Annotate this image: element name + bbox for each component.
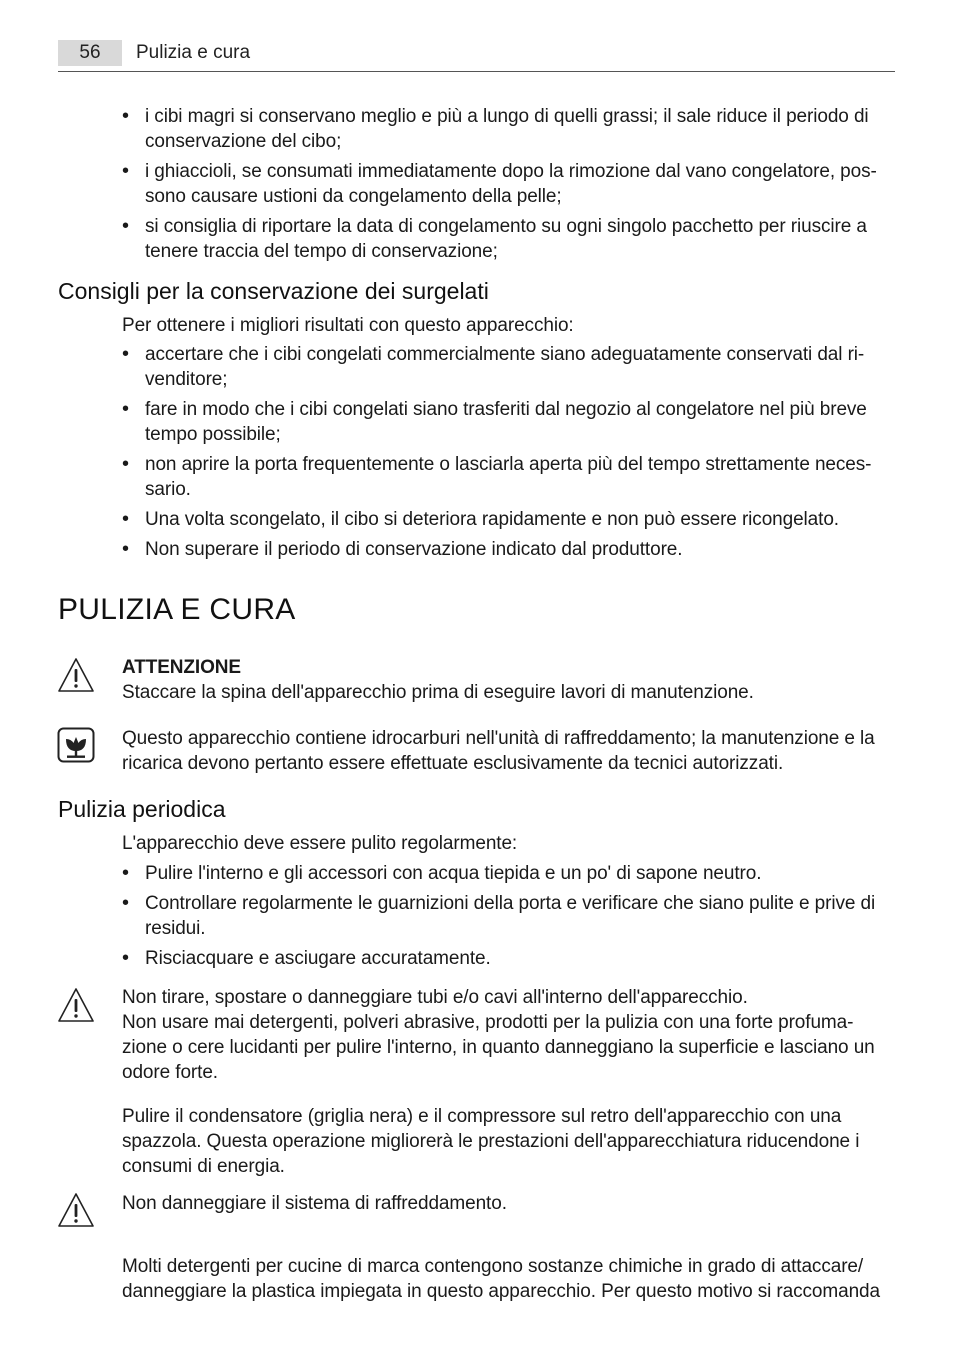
list-item: • i cibi magri si conservano meglio e più a lungo di quelli grassi; il sale riduce il periodo di conservazione del cibo;	[122, 104, 892, 154]
page-header	[58, 40, 895, 72]
warning-title: ATTENZIONE	[122, 657, 241, 678]
main-heading: PULIZIA E CURA	[58, 593, 296, 626]
section-heading-periodica: Pulizia periodica	[58, 796, 226, 822]
detergenti-paragraph: Molti detergenti per cucine di marca contengono sostanze chimiche in grado di attaccare/ danneggiare la plastica impiegata in questo apparecchio. Per questo motivo si raccomanda	[122, 1256, 880, 1302]
warning-text-3: Non danneggiare il sistema di raffreddamento.	[122, 1193, 507, 1214]
list-item: • Pulire l'interno e gli accessori con acqua tiepida e un po' di sapone neutro.	[122, 861, 892, 886]
list-item: • non aprire la porta frequentemente o lasciarla aperta più del tempo strettamente neces-sario.	[122, 452, 892, 502]
running-title: Pulizia e cura	[136, 42, 251, 63]
warning-triangle-icon	[57, 1192, 95, 1228]
section-heading-surgelati: Consigli per la conservazione dei surgelati	[58, 278, 489, 304]
list-item: • Controllare regolarmente le guarnizioni della porta e verificare che siano pulite e prive di residui.	[122, 891, 892, 941]
periodica-bullet-list	[122, 861, 892, 976]
warning-triangle-icon	[57, 987, 95, 1023]
list-item: • Risciacquare e asciugare accuratamente.	[122, 946, 892, 971]
warning-text-line1: Non tirare, spostare o danneggiare tubi e/o cavi all'interno dell'apparecchio.	[122, 987, 748, 1008]
warning-text-line2: Non usare mai detergenti, polveri abrasive, prodotti per la pulizia con una forte profuma-zione o cere lucidanti per pulire l'interno, in quanto danneggiano la superficie e lasciano un odore forte.	[122, 1012, 875, 1083]
condensatore-paragraph: Pulire il condensatore (griglia nera) e il compressore sul retro dell'apparecchio con una spazzola. Questa operazione migliorerà le prestazioni dell'apparecchiatura riducendone i consumi di energia.	[122, 1106, 860, 1177]
page-number: 56	[58, 40, 122, 66]
environment-note-text: Questo apparecchio contiene idrocarburi nell'unità di raffreddamento; la manutenzione e la ricarica devono pertanto essere effettuate esclusivamente da tecnici autorizzati.	[122, 728, 875, 774]
surgelati-bullet-list	[122, 342, 892, 567]
periodica-intro: L'apparecchio deve essere pulito regolarmente:	[122, 833, 518, 854]
warning-block-1	[122, 655, 894, 705]
list-item: • si consiglia di riportare la data di congelamento su ogni singolo pacchetto per riuscire a tenere traccia del tempo di conservazione;	[122, 214, 892, 264]
warning-block-2	[122, 985, 894, 1085]
list-item: • accertare che i cibi congelati commercialmente siano adeguatamente conservati dal ri-venditore;	[122, 342, 892, 392]
intro-bullet-list	[122, 104, 892, 269]
environment-plant-icon	[57, 727, 95, 763]
surgelati-intro: Per ottenere i migliori risultati con questo apparecchio:	[122, 315, 574, 336]
list-item: • Una volta scongelato, il cibo si deteriora rapidamente e non può essere ricongelato.	[122, 507, 892, 532]
list-item: • fare in modo che i cibi congelati siano trasferiti dal negozio al congelatore nel più breve tempo possibile;	[122, 397, 892, 447]
list-item: • i ghiaccioli, se consumati immediatamente dopo la rimozione dal vano congelatore, pos-sono causare ustioni da congelamento della pelle;	[122, 159, 892, 209]
list-item: • Non superare il periodo di conservazione indicato dal produttore.	[122, 537, 892, 562]
warning-triangle-icon	[57, 657, 95, 693]
warning-text: Staccare la spina dell'apparecchio prima di eseguire lavori di manutenzione.	[122, 682, 754, 703]
